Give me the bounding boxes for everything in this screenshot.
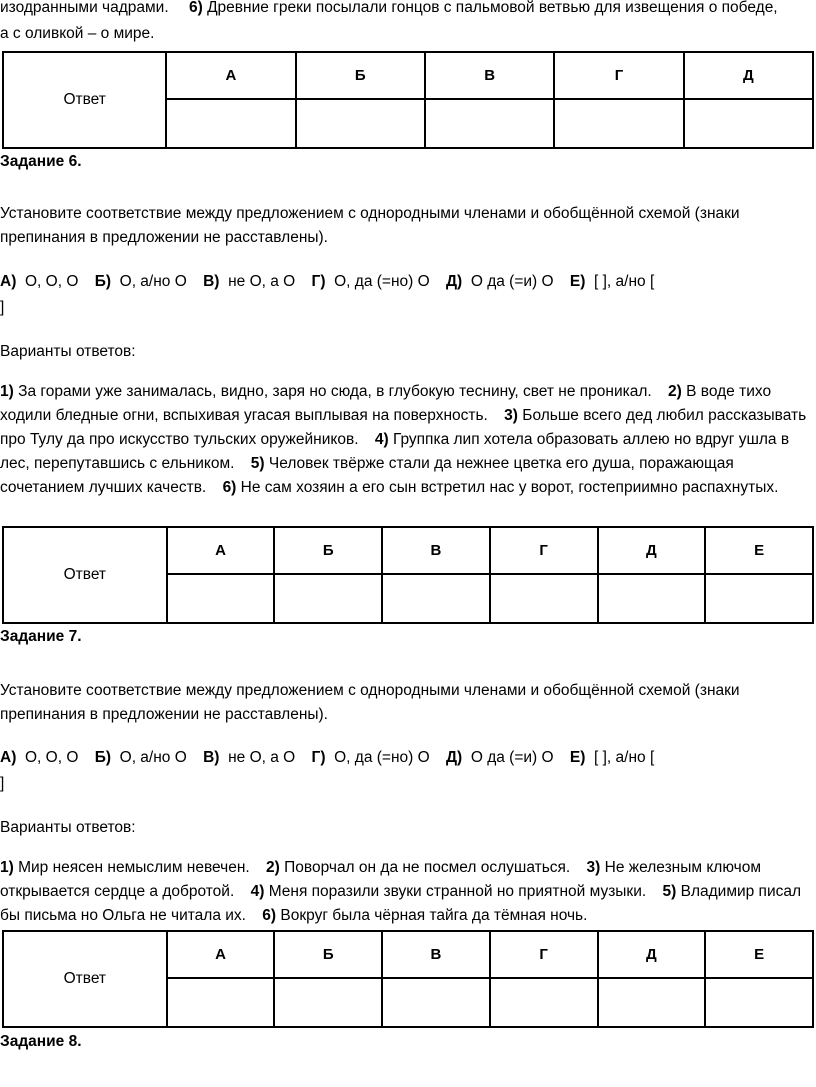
column-header: А [166,52,295,99]
column-header: Б [274,931,382,978]
sentence-text: В воде тихо ходили бледные огни, вспыхивая угасая выплывая на поверхность. [0,383,772,424]
answer-cell[interactable] [705,978,813,1027]
scheme-text: [ ], а/но [ [594,273,655,290]
scheme-key: В) [203,749,220,766]
task-6-instruction: Установите соответствие между предложением с однородными членами и обобщённой схемой (знаки препинания в предложении не расставлены). [0,205,740,246]
task-7-sentences [0,856,814,928]
answer-cell[interactable] [425,99,554,148]
top-line-2: а с оливкой – о мире. [0,25,155,42]
answer-cell[interactable] [684,99,813,148]
scheme-text: О, а/но О [119,273,187,290]
scheme-key: Б) [94,273,112,290]
sentence-text: Мир неясен немыслим невечен. [18,859,250,876]
answer-cell[interactable] [382,574,490,623]
scheme-key: Д) [445,273,463,290]
column-header: Б [274,527,382,574]
scheme-text: О, да (=но) О [334,273,430,290]
answer-label: Ответ [3,527,167,623]
column-header: В [382,931,490,978]
scheme-text: не О, а О [228,749,296,766]
answer-cell[interactable] [274,978,382,1027]
sentence-num: 3) [586,859,601,876]
task-8-title: Задание 8. [0,1033,82,1050]
scheme-key: А) [0,749,17,766]
sentence-text: Вокруг была чёрная тайга да тёмная ночь. [280,907,588,924]
column-header: Д [598,931,706,978]
answer-cell[interactable] [274,574,382,623]
sentence-text: За горами уже занималась, видно, заря но сюда, в глубокую теснину, свет не проникал. [18,383,652,400]
scheme-key: Б) [94,749,112,766]
sentence-num: 6) [222,479,237,496]
task-7-title: Задание 7. [0,628,82,645]
sentence-num: 5) [662,883,677,900]
answer-cell[interactable] [554,99,683,148]
sentence-num: 4) [250,883,265,900]
column-header: В [425,52,554,99]
answer-cell[interactable] [598,978,706,1027]
answer-cell[interactable] [598,574,706,623]
column-header: Б [296,52,425,99]
task-6-variants-label: Варианты ответов: [0,343,136,360]
top-line-1 [0,0,814,20]
sentence-num: 5) [250,455,265,472]
sentence-num: 2) [668,383,682,400]
column-header: Е [705,527,813,574]
sentence-num: 3) [504,407,518,424]
answer-table-2 [2,526,814,624]
task-6-sentences [0,380,814,500]
scheme-text: [ ], а/но [ [594,749,655,766]
scheme-key: Г) [311,749,326,766]
sentence-text: Больше всего дед любил рассказывать про Тулу да про искусство тульских оружейников. [0,407,807,448]
answer-label: Ответ [3,931,167,1027]
answer-table-3 [2,930,814,1028]
answer-cell[interactable] [490,978,598,1027]
column-header: Г [554,52,683,99]
column-header: Д [684,52,813,99]
scheme-key: Д) [445,749,463,766]
top-num-6: 6) [188,0,203,16]
scheme-text: О да (=и) О [470,273,554,290]
sentence-text: Не сам хозяин а его сын встретил нас у ворот, гостеприимно распахнутых. [240,479,779,496]
sentence-text: Не железным ключом открывается сердце а добротой. [0,859,761,900]
answer-cell[interactable] [167,978,275,1027]
sentence-num: 6) [262,907,277,924]
task-6-title: Задание 6. [0,153,82,170]
scheme-text: О, а/но О [119,749,187,766]
sentence-text: Человек твёрже стали да нежнее цветка его душа, поражающая сочетанием лучших качеств. [0,455,734,496]
scheme-text: О да (=и) О [470,749,554,766]
sentence-text: Владимир писал бы письма но Ольга не читала их. [0,883,802,924]
column-header: Г [490,931,598,978]
answer-cell[interactable] [167,574,275,623]
sentence-num: 2) [266,859,280,876]
sentence-text: Группка лип хотела образовать аллею но вдруг ушла в лес, перепутавшись с ельником. [0,431,790,472]
answer-label: Ответ [3,52,166,148]
scheme-key: В) [203,273,220,290]
scheme-text: О, О, О [24,749,79,766]
top-text-b: Древние греки посылали гонцов с пальмовой ветвью для извещения о победе, [207,0,778,16]
answer-cell[interactable] [166,99,295,148]
task-7-schemes [0,746,814,770]
task-7-instruction: Установите соответствие между предложением с однородными членами и обобщённой схемой (знаки препинания в предложении не расставлены). [0,682,740,723]
column-header: А [167,931,275,978]
top-text-a: изодранными чадрами. [0,0,169,16]
scheme-text: О, О, О [24,273,79,290]
answer-cell[interactable] [296,99,425,148]
sentence-num: 1) [0,383,14,400]
sentence-num: 4) [374,431,389,448]
task-6-schemes [0,270,814,294]
answer-cell[interactable] [382,978,490,1027]
column-header: А [167,527,275,574]
column-header: Д [598,527,706,574]
column-header: В [382,527,490,574]
answer-cell[interactable] [705,574,813,623]
sentence-text: Меня поразили звуки странной но приятной музыки. [268,883,647,900]
task-6-schemes-tail: ] [0,299,5,316]
task-7-schemes-tail: ] [0,775,5,792]
scheme-text: не О, а О [228,273,296,290]
answer-table-1 [2,51,814,149]
column-header: Г [490,527,598,574]
column-header: Е [705,931,813,978]
sentence-text: Поворчал он да не посмел ослушаться. [284,859,571,876]
scheme-key: Е) [569,273,586,290]
sentence-num: 1) [0,859,14,876]
scheme-key: Г) [311,273,326,290]
scheme-text: О, да (=но) О [334,749,430,766]
scheme-key: А) [0,273,17,290]
answer-cell[interactable] [490,574,598,623]
scheme-key: Е) [569,749,586,766]
task-7-variants-label: Варианты ответов: [0,819,136,836]
